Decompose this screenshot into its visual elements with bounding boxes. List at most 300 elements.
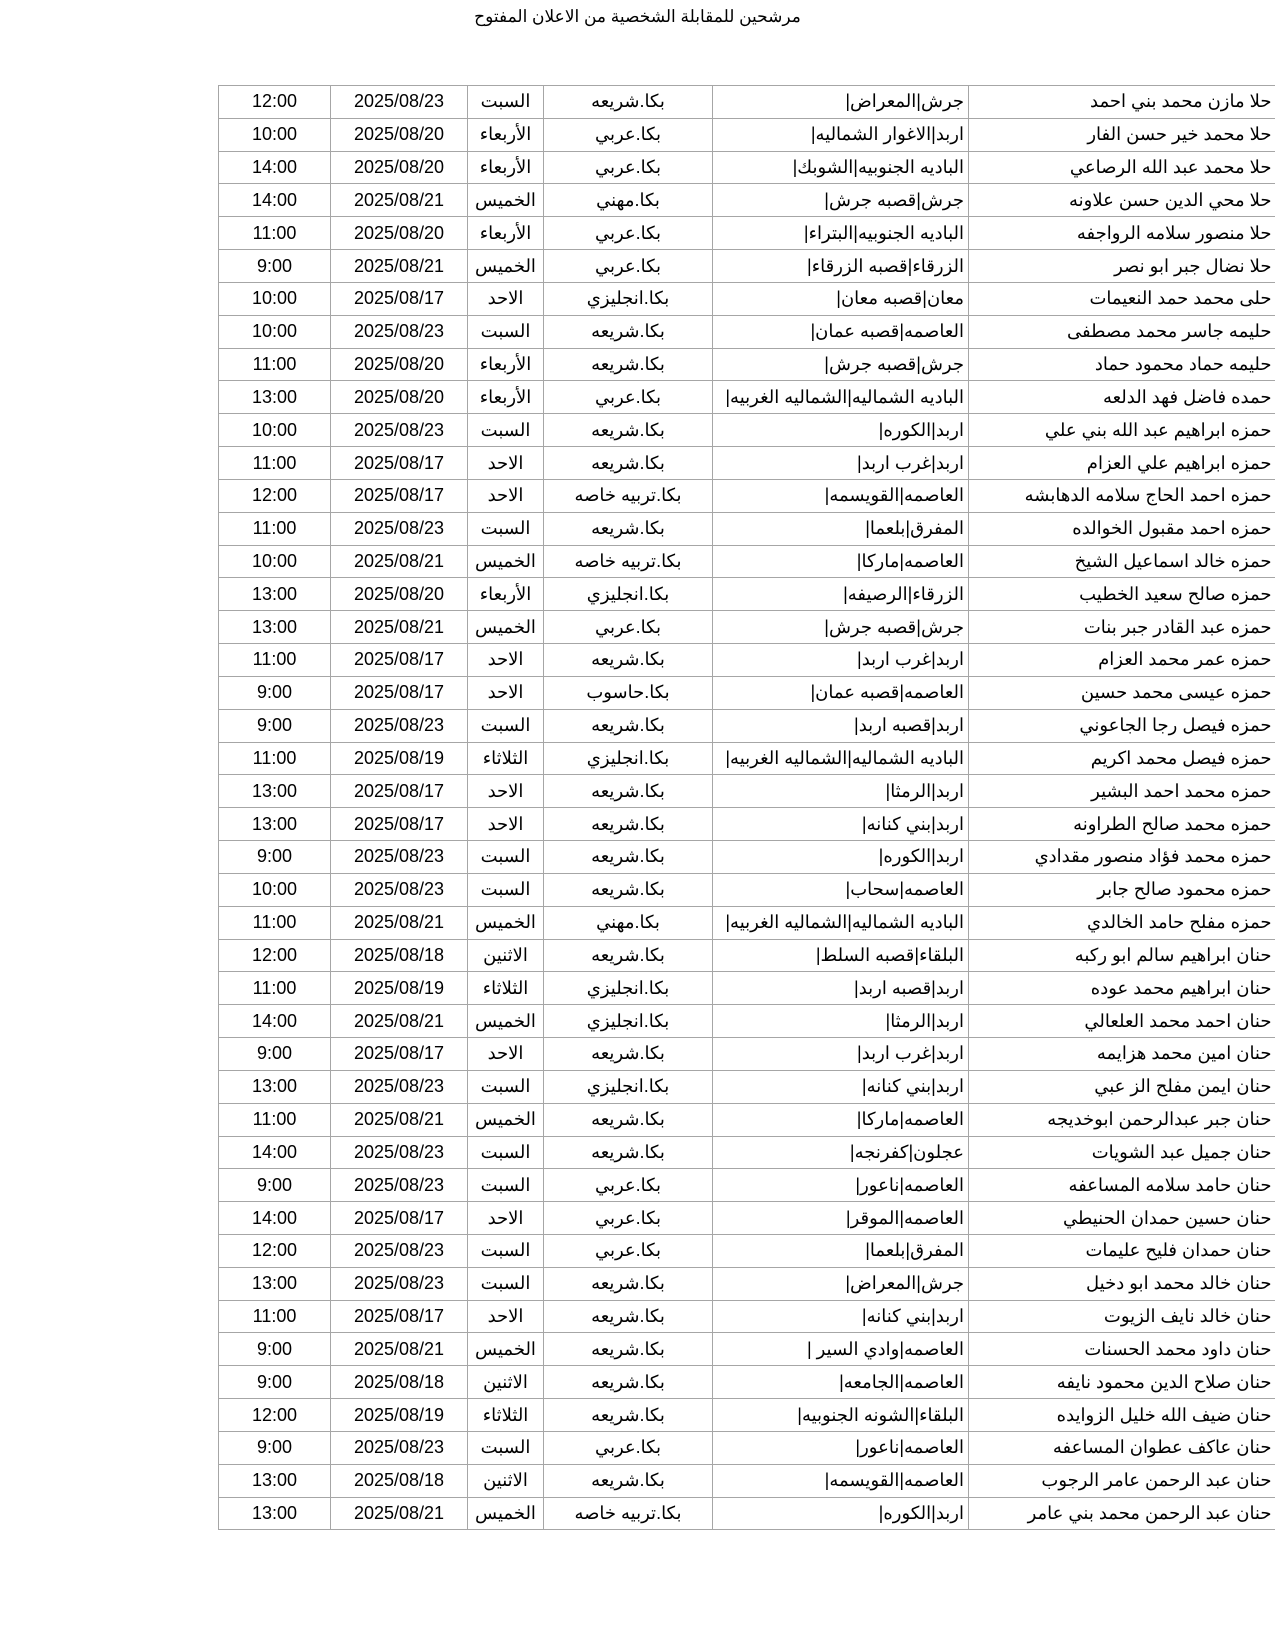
cell-location: اربد|الكوره| bbox=[713, 414, 969, 447]
cell-name: حمزه عيسى محمد حسين bbox=[969, 676, 1275, 709]
cell-name: حنان عبد الرحمن عامر الرجوب bbox=[969, 1464, 1275, 1497]
cell-qualification: بكا.شريعه bbox=[544, 1267, 713, 1300]
cell-time: 9:00 bbox=[219, 1366, 331, 1399]
table-row bbox=[219, 118, 1275, 151]
cell-location: الزرقاء|الرصيفه| bbox=[713, 578, 969, 611]
cell-location: الباديه الشماليه|الشماليه الغربيه| bbox=[713, 381, 969, 414]
cell-qualification: بكا.شريعه bbox=[544, 1300, 713, 1333]
cell-name: حنان حسين حمدان الحنيطي bbox=[969, 1202, 1275, 1235]
table-row bbox=[219, 151, 1275, 184]
cell-day: السبت bbox=[468, 1070, 544, 1103]
cell-day: السبت bbox=[468, 315, 544, 348]
cell-day: السبت bbox=[468, 1234, 544, 1267]
table-row bbox=[219, 1267, 1275, 1300]
cell-name: حنان ضيف الله خليل الزوايده bbox=[969, 1399, 1275, 1432]
cell-qualification: بكا.عربي bbox=[544, 151, 713, 184]
cell-day: الأربعاء bbox=[468, 348, 544, 381]
cell-date: 2025/08/20 bbox=[331, 381, 468, 414]
cell-location: الباديه الشماليه|الشماليه الغربيه| bbox=[713, 742, 969, 775]
cell-qualification: بكا.شريعه bbox=[544, 86, 713, 119]
cell-location: جرش|قصبه جرش| bbox=[713, 184, 969, 217]
cell-name: حنان احمد محمد العلعالي bbox=[969, 1005, 1275, 1038]
cell-qualification: بكا.عربي bbox=[544, 250, 713, 283]
table-row bbox=[219, 644, 1275, 677]
cell-qualification: بكا.حاسوب bbox=[544, 676, 713, 709]
cell-name: حنان داود محمد الحسنات bbox=[969, 1333, 1275, 1366]
cell-day: الاحد bbox=[468, 676, 544, 709]
cell-time: 11:00 bbox=[219, 1103, 331, 1136]
cell-location: اربد|الكوره| bbox=[713, 841, 969, 874]
cell-name: حمزه محمد احمد البشير bbox=[969, 775, 1275, 808]
table-row bbox=[219, 184, 1275, 217]
cell-date: 2025/08/21 bbox=[331, 1005, 468, 1038]
table-row bbox=[219, 512, 1275, 545]
cell-day: السبت bbox=[468, 1169, 544, 1202]
cell-date: 2025/08/20 bbox=[331, 217, 468, 250]
cell-qualification: بكا.تربيه خاصه bbox=[544, 545, 713, 578]
cell-date: 2025/08/17 bbox=[331, 644, 468, 677]
cell-time: 9:00 bbox=[219, 1038, 331, 1071]
cell-day: الخميس bbox=[468, 1005, 544, 1038]
cell-time: 12:00 bbox=[219, 1399, 331, 1432]
cell-date: 2025/08/23 bbox=[331, 512, 468, 545]
cell-date: 2025/08/21 bbox=[331, 184, 468, 217]
cell-location: الباديه الجنوبيه|البتراء| bbox=[713, 217, 969, 250]
table-row bbox=[219, 775, 1275, 808]
cell-date: 2025/08/21 bbox=[331, 1103, 468, 1136]
cell-location: اربد|غرب اربد| bbox=[713, 644, 969, 677]
table-row bbox=[219, 1234, 1275, 1267]
cell-time: 10:00 bbox=[219, 315, 331, 348]
cell-location: العاصمه|القويسمه| bbox=[713, 479, 969, 512]
cell-day: السبت bbox=[468, 1431, 544, 1464]
cell-name: حلا منصور سلامه الرواجفه bbox=[969, 217, 1275, 250]
table-row bbox=[219, 282, 1275, 315]
cell-qualification: بكا.شريعه bbox=[544, 348, 713, 381]
cell-qualification: بكا.انجليزي bbox=[544, 282, 713, 315]
cell-date: 2025/08/23 bbox=[331, 86, 468, 119]
table-row bbox=[219, 1431, 1275, 1464]
cell-date: 2025/08/23 bbox=[331, 1136, 468, 1169]
cell-time: 11:00 bbox=[219, 906, 331, 939]
cell-date: 2025/08/20 bbox=[331, 118, 468, 151]
cell-date: 2025/08/17 bbox=[331, 1202, 468, 1235]
cell-qualification: بكا.عربي bbox=[544, 1431, 713, 1464]
cell-day: السبت bbox=[468, 709, 544, 742]
cell-location: اربد|الكوره| bbox=[713, 1497, 969, 1530]
cell-time: 9:00 bbox=[219, 1431, 331, 1464]
cell-location: اربد|الرمثا| bbox=[713, 1005, 969, 1038]
cell-time: 11:00 bbox=[219, 512, 331, 545]
cell-qualification: بكا.عربي bbox=[544, 217, 713, 250]
table-row bbox=[219, 86, 1275, 119]
cell-qualification: بكا.انجليزي bbox=[544, 1070, 713, 1103]
cell-qualification: بكا.انجليزي bbox=[544, 1005, 713, 1038]
cell-day: الخميس bbox=[468, 545, 544, 578]
cell-location: جرش|قصبه جرش| bbox=[713, 611, 969, 644]
candidates-table bbox=[218, 85, 1275, 1530]
cell-location: البلقاء|قصبه السلط| bbox=[713, 939, 969, 972]
cell-time: 12:00 bbox=[219, 1234, 331, 1267]
cell-time: 10:00 bbox=[219, 873, 331, 906]
cell-time: 9:00 bbox=[219, 709, 331, 742]
table-row bbox=[219, 1464, 1275, 1497]
cell-location: اربد|الرمثا| bbox=[713, 775, 969, 808]
cell-day: الخميس bbox=[468, 611, 544, 644]
cell-date: 2025/08/17 bbox=[331, 775, 468, 808]
cell-day: الاحد bbox=[468, 479, 544, 512]
cell-time: 11:00 bbox=[219, 217, 331, 250]
cell-time: 14:00 bbox=[219, 1202, 331, 1235]
table-row bbox=[219, 1399, 1275, 1432]
page-title: مرشحين للمقابلة الشخصية من الاعلان المفتوح bbox=[474, 7, 801, 26]
cell-date: 2025/08/21 bbox=[331, 1333, 468, 1366]
cell-date: 2025/08/21 bbox=[331, 1497, 468, 1530]
cell-location: اربد|الاغوار الشماليه| bbox=[713, 118, 969, 151]
cell-name: حنان ابراهيم محمد عوده bbox=[969, 972, 1275, 1005]
cell-time: 13:00 bbox=[219, 1497, 331, 1530]
cell-name: حنان عاكف عطوان المساعفه bbox=[969, 1431, 1275, 1464]
cell-qualification: بكا.شريعه bbox=[544, 709, 713, 742]
cell-time: 13:00 bbox=[219, 1464, 331, 1497]
cell-time: 13:00 bbox=[219, 1070, 331, 1103]
cell-time: 9:00 bbox=[219, 250, 331, 283]
cell-qualification: بكا.عربي bbox=[544, 1234, 713, 1267]
table-row bbox=[219, 742, 1275, 775]
cell-date: 2025/08/20 bbox=[331, 348, 468, 381]
table-row bbox=[219, 709, 1275, 742]
table-row bbox=[219, 972, 1275, 1005]
cell-qualification: بكا.شريعه bbox=[544, 1103, 713, 1136]
cell-qualification: بكا.شريعه bbox=[544, 1136, 713, 1169]
cell-location: العاصمه|قصبه عمان| bbox=[713, 315, 969, 348]
cell-qualification: بكا.شريعه bbox=[544, 447, 713, 480]
cell-qualification: بكا.مهني bbox=[544, 184, 713, 217]
cell-day: الاحد bbox=[468, 1300, 544, 1333]
cell-name: حليمه حماد محمود حماد bbox=[969, 348, 1275, 381]
cell-day: الاحد bbox=[468, 808, 544, 841]
cell-name: حنان حامد سلامه المساعفه bbox=[969, 1169, 1275, 1202]
cell-day: الأربعاء bbox=[468, 381, 544, 414]
cell-location: العاصمه|وادي السير | bbox=[713, 1333, 969, 1366]
cell-location: البلقاء|الشونه الجنوبيه| bbox=[713, 1399, 969, 1432]
cell-name: حنان حمدان فليح عليمات bbox=[969, 1234, 1275, 1267]
table-row bbox=[219, 1136, 1275, 1169]
cell-time: 14:00 bbox=[219, 1136, 331, 1169]
cell-location: العاصمه|ناعور| bbox=[713, 1431, 969, 1464]
cell-day: الاثنين bbox=[468, 1366, 544, 1399]
cell-time: 9:00 bbox=[219, 1333, 331, 1366]
cell-name: حلا محمد خير حسن الفار bbox=[969, 118, 1275, 151]
cell-name: حلا محي الدين حسن علاونه bbox=[969, 184, 1275, 217]
cell-name: حمزه محمد فؤاد منصور مقدادي bbox=[969, 841, 1275, 874]
cell-day: السبت bbox=[468, 841, 544, 874]
cell-date: 2025/08/23 bbox=[331, 1267, 468, 1300]
cell-day: السبت bbox=[468, 1136, 544, 1169]
cell-time: 14:00 bbox=[219, 184, 331, 217]
cell-qualification: بكا.شريعه bbox=[544, 1399, 713, 1432]
cell-time: 11:00 bbox=[219, 348, 331, 381]
cell-date: 2025/08/23 bbox=[331, 1169, 468, 1202]
cell-day: الاحد bbox=[468, 644, 544, 677]
table-row bbox=[219, 217, 1275, 250]
cell-time: 14:00 bbox=[219, 151, 331, 184]
cell-location: اربد|بني كنانه| bbox=[713, 1300, 969, 1333]
cell-date: 2025/08/23 bbox=[331, 315, 468, 348]
cell-day: الخميس bbox=[468, 184, 544, 217]
cell-name: حليمه جاسر محمد مصطفى bbox=[969, 315, 1275, 348]
cell-location: اربد|بني كنانه| bbox=[713, 1070, 969, 1103]
cell-qualification: بكا.عربي bbox=[544, 381, 713, 414]
table-row bbox=[219, 479, 1275, 512]
cell-date: 2025/08/21 bbox=[331, 611, 468, 644]
table-row bbox=[219, 1038, 1275, 1071]
cell-day: الأربعاء bbox=[468, 151, 544, 184]
cell-time: 10:00 bbox=[219, 282, 331, 315]
cell-date: 2025/08/21 bbox=[331, 250, 468, 283]
cell-name: حمده فاضل فهد الدلعه bbox=[969, 381, 1275, 414]
cell-qualification: بكا.تربيه خاصه bbox=[544, 1497, 713, 1530]
cell-location: الباديه الشماليه|الشماليه الغربيه| bbox=[713, 906, 969, 939]
table-row bbox=[219, 578, 1275, 611]
cell-name: حمزه محمد صالح الطراونه bbox=[969, 808, 1275, 841]
cell-location: اربد|قصبه اربد| bbox=[713, 972, 969, 1005]
cell-location: العاصمه|الموقر| bbox=[713, 1202, 969, 1235]
cell-name: حمزه خالد اسماعيل الشيخ bbox=[969, 545, 1275, 578]
table-row bbox=[219, 906, 1275, 939]
cell-day: الخميس bbox=[468, 1333, 544, 1366]
cell-day: الاثنين bbox=[468, 1464, 544, 1497]
cell-day: الأربعاء bbox=[468, 118, 544, 151]
cell-qualification: بكا.شريعه bbox=[544, 775, 713, 808]
cell-name: حمزه ابراهيم عبد الله بني علي bbox=[969, 414, 1275, 447]
cell-qualification: بكا.عربي bbox=[544, 611, 713, 644]
cell-name: حنان ابراهيم سالم ابو ركبه bbox=[969, 939, 1275, 972]
cell-date: 2025/08/20 bbox=[331, 578, 468, 611]
table-row bbox=[219, 611, 1275, 644]
cell-name: حلا محمد عبد الله الرصاعي bbox=[969, 151, 1275, 184]
cell-location: العاصمه|الجامعه| bbox=[713, 1366, 969, 1399]
cell-date: 2025/08/18 bbox=[331, 939, 468, 972]
cell-date: 2025/08/17 bbox=[331, 1300, 468, 1333]
table-row bbox=[219, 545, 1275, 578]
cell-time: 9:00 bbox=[219, 841, 331, 874]
cell-name: حنان خالد نايف الزيوت bbox=[969, 1300, 1275, 1333]
table-row bbox=[219, 939, 1275, 972]
cell-time: 14:00 bbox=[219, 1005, 331, 1038]
cell-date: 2025/08/23 bbox=[331, 414, 468, 447]
cell-day: السبت bbox=[468, 86, 544, 119]
cell-date: 2025/08/19 bbox=[331, 972, 468, 1005]
cell-date: 2025/08/23 bbox=[331, 709, 468, 742]
cell-qualification: بكا.عربي bbox=[544, 1202, 713, 1235]
table-row bbox=[219, 250, 1275, 283]
cell-time: 11:00 bbox=[219, 644, 331, 677]
cell-time: 11:00 bbox=[219, 972, 331, 1005]
cell-time: 13:00 bbox=[219, 611, 331, 644]
cell-day: الخميس bbox=[468, 250, 544, 283]
cell-day: السبت bbox=[468, 1267, 544, 1300]
table-row bbox=[219, 1169, 1275, 1202]
cell-qualification: بكا.تربيه خاصه bbox=[544, 479, 713, 512]
cell-time: 13:00 bbox=[219, 775, 331, 808]
cell-time: 13:00 bbox=[219, 1267, 331, 1300]
cell-day: الخميس bbox=[468, 1103, 544, 1136]
cell-date: 2025/08/18 bbox=[331, 1464, 468, 1497]
table-row bbox=[219, 676, 1275, 709]
cell-time: 10:00 bbox=[219, 118, 331, 151]
cell-qualification: بكا.شريعه bbox=[544, 644, 713, 677]
cell-location: عجلون|كفرنجه| bbox=[713, 1136, 969, 1169]
cell-time: 9:00 bbox=[219, 1169, 331, 1202]
cell-date: 2025/08/17 bbox=[331, 676, 468, 709]
candidates-table-body bbox=[219, 86, 1275, 1530]
cell-name: حمزه مفلح حامد الخالدي bbox=[969, 906, 1275, 939]
cell-qualification: بكا.انجليزي bbox=[544, 742, 713, 775]
cell-name: حمزه عبد القادر جبر بنات bbox=[969, 611, 1275, 644]
cell-name: حنان صلاح الدين محمود نايفه bbox=[969, 1366, 1275, 1399]
cell-qualification: بكا.عربي bbox=[544, 118, 713, 151]
table-row bbox=[219, 1366, 1275, 1399]
cell-qualification: بكا.شريعه bbox=[544, 1464, 713, 1497]
table-row bbox=[219, 841, 1275, 874]
table-row bbox=[219, 808, 1275, 841]
cell-qualification: بكا.شريعه bbox=[544, 512, 713, 545]
cell-date: 2025/08/17 bbox=[331, 447, 468, 480]
cell-qualification: بكا.شريعه bbox=[544, 1366, 713, 1399]
cell-date: 2025/08/17 bbox=[331, 1038, 468, 1071]
cell-time: 11:00 bbox=[219, 447, 331, 480]
cell-date: 2025/08/17 bbox=[331, 479, 468, 512]
cell-name: حلى محمد حمد النعيمات bbox=[969, 282, 1275, 315]
cell-time: 13:00 bbox=[219, 578, 331, 611]
table-row bbox=[219, 381, 1275, 414]
table-row bbox=[219, 1070, 1275, 1103]
cell-name: حمزه محمود صالح جابر bbox=[969, 873, 1275, 906]
cell-name: حمزه فيصل رجا الجاعوني bbox=[969, 709, 1275, 742]
cell-name: حنان جبر عبدالرحمن ابوخديجه bbox=[969, 1103, 1275, 1136]
cell-day: الاحد bbox=[468, 775, 544, 808]
cell-date: 2025/08/21 bbox=[331, 906, 468, 939]
cell-location: اربد|غرب اربد| bbox=[713, 447, 969, 480]
table-row bbox=[219, 1497, 1275, 1530]
cell-date: 2025/08/19 bbox=[331, 742, 468, 775]
cell-location: اربد|قصبه اربد| bbox=[713, 709, 969, 742]
cell-location: العاصمه|ماركا| bbox=[713, 1103, 969, 1136]
cell-name: حنان امين محمد هزايمه bbox=[969, 1038, 1275, 1071]
cell-location: جرش|المعراض| bbox=[713, 1267, 969, 1300]
cell-name: حمزه عمر محمد العزام bbox=[969, 644, 1275, 677]
cell-qualification: بكا.شريعه bbox=[544, 315, 713, 348]
cell-location: العاصمه|ناعور| bbox=[713, 1169, 969, 1202]
cell-time: 10:00 bbox=[219, 545, 331, 578]
cell-name: حنان عبد الرحمن محمد بني عامر bbox=[969, 1497, 1275, 1530]
cell-location: المفرق|بلعما| bbox=[713, 1234, 969, 1267]
table-row bbox=[219, 348, 1275, 381]
cell-day: الاحد bbox=[468, 447, 544, 480]
cell-name: حمزه صالح سعيد الخطيب bbox=[969, 578, 1275, 611]
cell-location: الباديه الجنوبيه|الشوبك| bbox=[713, 151, 969, 184]
table-row bbox=[219, 1103, 1275, 1136]
cell-qualification: بكا.عربي bbox=[544, 1169, 713, 1202]
cell-location: معان|قصبه معان| bbox=[713, 282, 969, 315]
cell-date: 2025/08/23 bbox=[331, 1070, 468, 1103]
cell-qualification: بكا.شريعه bbox=[544, 414, 713, 447]
cell-time: 11:00 bbox=[219, 1300, 331, 1333]
cell-time: 9:00 bbox=[219, 676, 331, 709]
cell-time: 13:00 bbox=[219, 808, 331, 841]
cell-location: الزرقاء|قصبه الزرقاء| bbox=[713, 250, 969, 283]
cell-location: العاصمه|ماركا| bbox=[713, 545, 969, 578]
cell-date: 2025/08/19 bbox=[331, 1399, 468, 1432]
cell-name: حمزه فيصل محمد اكريم bbox=[969, 742, 1275, 775]
cell-day: السبت bbox=[468, 414, 544, 447]
table-row bbox=[219, 447, 1275, 480]
cell-location: المفرق|بلعما| bbox=[713, 512, 969, 545]
cell-date: 2025/08/17 bbox=[331, 282, 468, 315]
cell-day: الاحد bbox=[468, 1202, 544, 1235]
cell-day: السبت bbox=[468, 512, 544, 545]
cell-day: الأربعاء bbox=[468, 578, 544, 611]
cell-qualification: بكا.شريعه bbox=[544, 873, 713, 906]
cell-name: حمزه احمد الحاج سلامه الدهابشه bbox=[969, 479, 1275, 512]
cell-date: 2025/08/23 bbox=[331, 873, 468, 906]
cell-location: العاصمه|سحاب| bbox=[713, 873, 969, 906]
cell-date: 2025/08/23 bbox=[331, 1431, 468, 1464]
cell-date: 2025/08/21 bbox=[331, 545, 468, 578]
cell-location: اربد|غرب اربد| bbox=[713, 1038, 969, 1071]
cell-day: الأربعاء bbox=[468, 217, 544, 250]
cell-day: الخميس bbox=[468, 1497, 544, 1530]
cell-time: 10:00 bbox=[219, 414, 331, 447]
cell-qualification: بكا.مهني bbox=[544, 906, 713, 939]
cell-date: 2025/08/23 bbox=[331, 841, 468, 874]
cell-time: 11:00 bbox=[219, 742, 331, 775]
cell-name: حلا نضال جبر ابو نصر bbox=[969, 250, 1275, 283]
cell-day: الثلاثاء bbox=[468, 972, 544, 1005]
cell-qualification: بكا.انجليزي bbox=[544, 972, 713, 1005]
cell-time: 13:00 bbox=[219, 381, 331, 414]
cell-name: حلا مازن محمد بني احمد bbox=[969, 86, 1275, 119]
cell-time: 12:00 bbox=[219, 86, 331, 119]
table-row bbox=[219, 1005, 1275, 1038]
cell-qualification: بكا.شريعه bbox=[544, 841, 713, 874]
cell-location: جرش|المعراض| bbox=[713, 86, 969, 119]
cell-name: حنان ايمن مفلح الز عبي bbox=[969, 1070, 1275, 1103]
cell-day: الاحد bbox=[468, 1038, 544, 1071]
table-row bbox=[219, 873, 1275, 906]
cell-location: جرش|قصبه جرش| bbox=[713, 348, 969, 381]
cell-location: العاصمه|القويسمه| bbox=[713, 1464, 969, 1497]
cell-name: حنان خالد محمد ابو دخيل bbox=[969, 1267, 1275, 1300]
table-row bbox=[219, 315, 1275, 348]
cell-day: الثلاثاء bbox=[468, 742, 544, 775]
cell-day: السبت bbox=[468, 873, 544, 906]
table-row bbox=[219, 1300, 1275, 1333]
table-row bbox=[219, 1333, 1275, 1366]
cell-day: الاثنين bbox=[468, 939, 544, 972]
cell-day: الخميس bbox=[468, 906, 544, 939]
cell-day: الاحد bbox=[468, 282, 544, 315]
cell-day: الثلاثاء bbox=[468, 1399, 544, 1432]
cell-date: 2025/08/20 bbox=[331, 151, 468, 184]
cell-name: حنان جميل عبد الشويات bbox=[969, 1136, 1275, 1169]
cell-time: 12:00 bbox=[219, 939, 331, 972]
table-row bbox=[219, 1202, 1275, 1235]
cell-name: حمزه احمد مقبول الخوالده bbox=[969, 512, 1275, 545]
cell-location: العاصمه|قصبه عمان| bbox=[713, 676, 969, 709]
cell-name: حمزه ابراهيم علي العزام bbox=[969, 447, 1275, 480]
